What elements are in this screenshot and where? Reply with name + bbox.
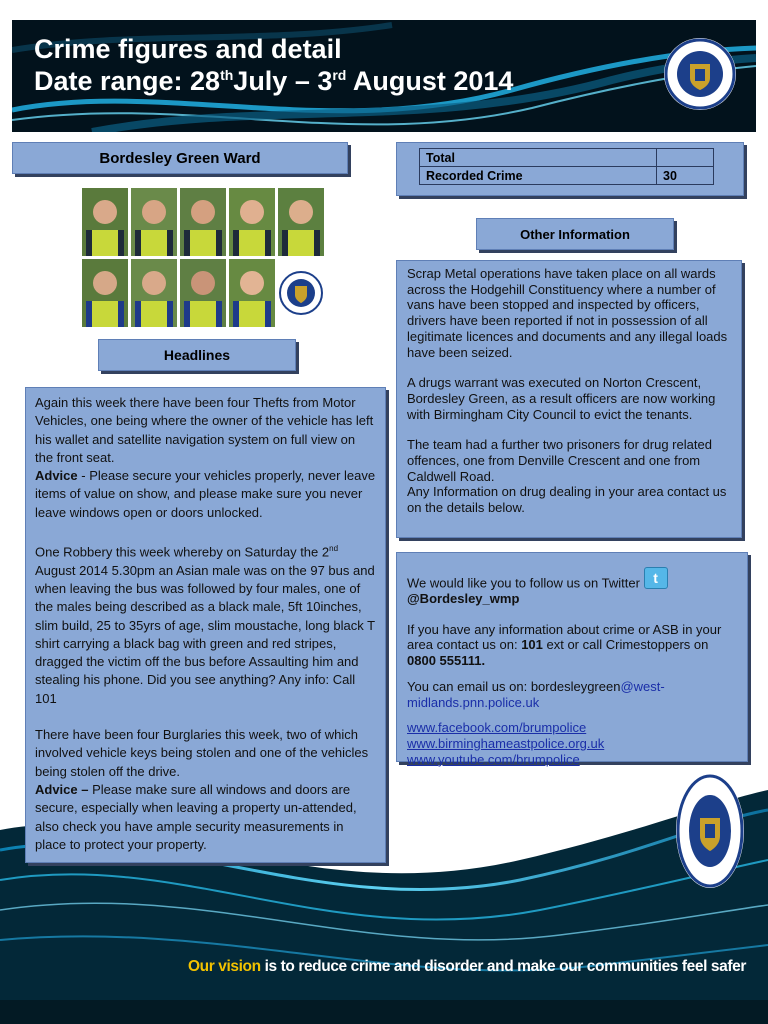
officer-photo [82,188,128,256]
officer-photo [180,259,226,327]
page-title: Crime figures and detail [34,34,342,64]
vision-statement: Our vision is to reduce crime and disorder and make our communities feel safer [188,958,746,975]
crime-figures-table [419,148,714,185]
footer-police-logo [676,774,744,888]
youtube-link[interactable]: www.youtube.com/brumpolice [407,751,580,767]
headline-paragraph: There have been four Burglaries this week, two of which involved vehicle keys being stolen and one of the vehicles being stolen off the drive. [35,727,369,779]
headlines-box [25,387,386,863]
officer-photo [229,259,275,327]
date-range: Date range: 28thJuly – 3rd August 2014 [34,66,514,96]
police-logo [664,38,736,110]
info-paragraph: Scrap Metal operations have taken place on all wards across the Hodgehill Constituency where a number of vans have been stopped and inspected by officers, drivers have been reported if not in possession of all legitimate licences and documents and any illegal loads have been seized. [407,266,728,360]
headline-paragraph: Advice - Please secure your vehicles properly, never leave items of value on show, and please make sure you never leave windows open or doors unlocked. [35,468,376,520]
table-row [420,167,714,185]
info-paragraph: Any Information on drug dealing in your area contact us on the details below. [407,484,727,516]
table-cell-value: 30 [657,167,714,185]
twitter-paragraph: We would like you to follow us on Twitter t [407,569,737,591]
email-paragraph: You can email us on: bordesleygreen@west-midlands.pnn.police.uk [407,678,665,710]
table-cell-label: Total [420,149,657,167]
contact-info: If you have any information about crime or ASB in your area contact us on: 101 ext or call Crimestoppers on 0800 555111. [407,621,722,669]
officer-photo [82,259,128,327]
twitter-handle[interactable]: @Bordesley_wmp [407,591,520,606]
police-logo [278,259,324,327]
facebook-link[interactable]: www.facebook.com/brumpolice [407,720,587,736]
officer-photo [131,188,177,256]
officer-photo [131,259,177,327]
contact-box [396,552,748,767]
website-link[interactable]: www.birminghameastpolice.org.uk [407,735,605,751]
officer-photo [278,188,324,256]
twitter-icon[interactable]: t [644,567,668,589]
header-banner [12,20,756,132]
headline-paragraph: Again this week there have been four Thefts from Motor Vehicles, one being where the owner of the vehicle has left his wallet and satellite navigation system on full view on the front seat. [35,395,374,465]
headline-paragraph: One Robbery this week whereby on Saturday the 2nd August 2014 5.30pm an Asian male was on the 97 bus and when leaving the bus was followed by four males, one of the males being described as a black male, 5ft 10inches, slim build, 25 to 35yrs of age, slim moustache, long black T shirt carrying a black bag with green and red stripes, dragged the victim off the bus before Assaulting him and stealing his phone. Did you see anything? Any info: Call 101 [35,544,375,706]
officer-photo [180,188,226,256]
info-paragraph: A drugs warrant was executed on Norton Crescent, Bordesley Green, as a result officers are now working with Birmingham City Council to evict the tenants. [407,375,716,422]
other-information-label: Other Information [476,218,674,250]
info-paragraph: The team had a further two prisoners for drug related offences, one from Denville Crescent and one from Caldwell Road. [407,437,712,484]
ward-label: Bordesley Green Ward [12,142,348,174]
headline-paragraph: Advice – Please make sure all windows and doors are secure, especially when leaving a property un-attended, also check you have ample security measurements in place to protect your property. [35,781,357,852]
table-cell-label: Recorded Crime [420,167,657,185]
table-cell-value [657,149,714,167]
headlines-label: Headlines [98,339,296,371]
team-photos [82,188,326,328]
email-link[interactable]: @west-midlands.pnn.police.uk [407,678,665,710]
crime-figures-box [396,142,744,196]
officer-photo [229,188,275,256]
table-row [420,149,714,167]
other-information-box [396,260,742,538]
